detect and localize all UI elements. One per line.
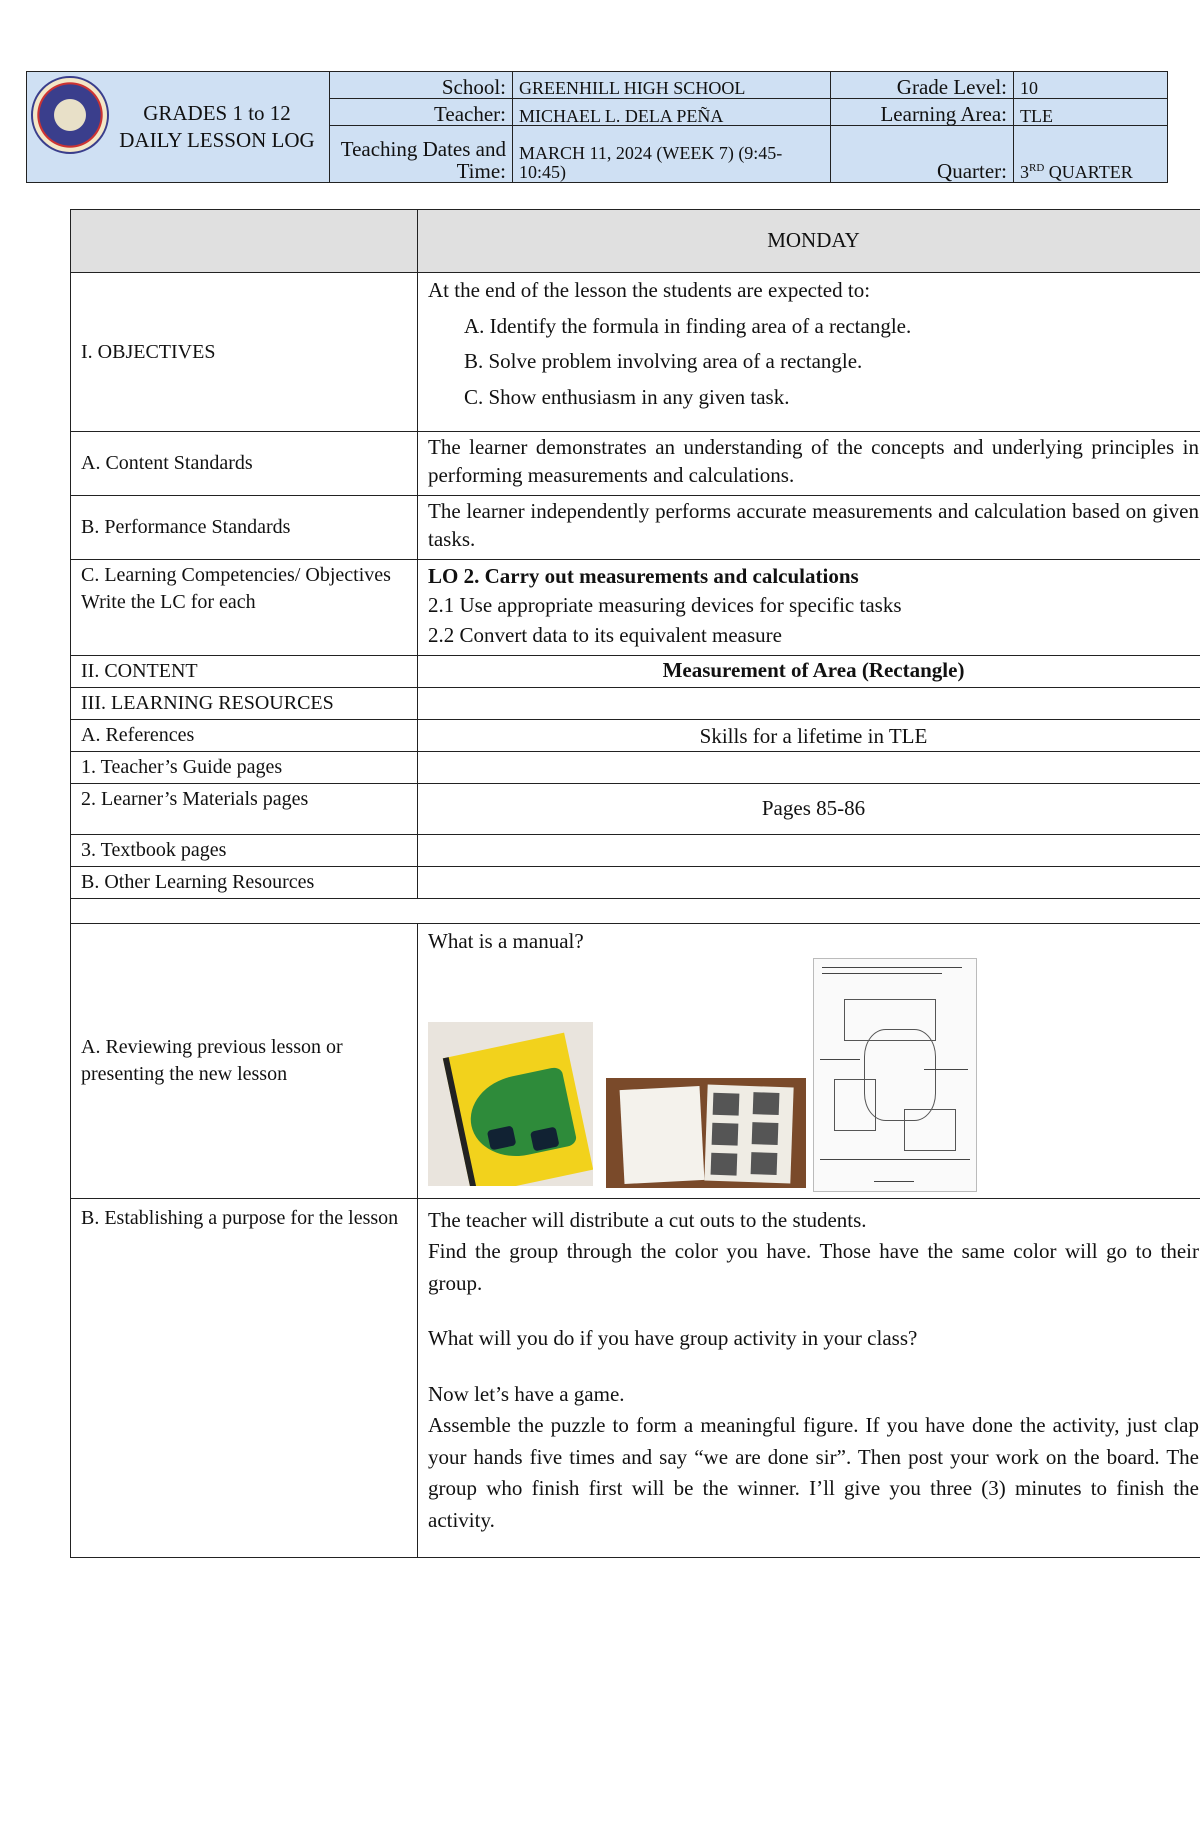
- objectives-label: I. OBJECTIVES: [71, 273, 418, 432]
- objectives-row: [71, 273, 1200, 432]
- open-manual-image: [606, 1078, 806, 1188]
- learning-resources-cell: [418, 688, 1200, 720]
- other-resources-row: [71, 867, 1200, 899]
- learners-materials-row: [71, 784, 1200, 835]
- manual-images: [428, 958, 1200, 1198]
- quarter-text: QUARTER: [1044, 162, 1133, 183]
- objectives-list: [428, 311, 1199, 414]
- quarter-label: Quarter:: [831, 126, 1014, 183]
- performance-standards-text: The learner independently performs accurate measurements and calculation based on given tasks.: [418, 496, 1200, 560]
- purpose-label: B. Establishing a purpose for the lesson: [71, 1198, 418, 1557]
- references-text: Skills for a lifetime in TLE: [418, 720, 1200, 752]
- objective-item: B. Solve problem involving area of a rectangle.: [464, 349, 863, 373]
- performance-standards-label: B. Performance Standards: [71, 496, 418, 560]
- grade-level-label: Grade Level:: [831, 72, 1014, 99]
- purpose-paragraph: Assemble the puzzle to form a meaningful figure. If you have done the activity, just clap your hands five times and say “we are done sir”. Then post your work on the board. The group who finish first will be the winner. I’ll give you three (3) minutes to finish the activity.: [428, 1413, 1199, 1532]
- teachers-guide-cell: [418, 752, 1200, 784]
- day-header: MONDAY: [418, 210, 1200, 273]
- lesson-log-table: [70, 209, 1200, 1558]
- teachers-guide-row: [71, 752, 1200, 784]
- objective-item: C. Show enthusiasm in any given task.: [464, 384, 790, 409]
- content-label: II. CONTENT: [71, 656, 418, 688]
- content-standards-row: [71, 432, 1200, 496]
- learning-area-value: TLE: [1014, 99, 1168, 126]
- teacher-label: Teacher:: [330, 99, 513, 126]
- blank-header-cell: [71, 210, 418, 273]
- header-table: [26, 71, 1168, 183]
- teachers-guide-label: 1. Teacher’s Guide pages: [71, 752, 418, 784]
- reviewing-cell: [418, 924, 1200, 1199]
- header-title-cell: [27, 72, 330, 183]
- purpose-paragraph: What will you do if you have group activity in your class?: [428, 1326, 918, 1350]
- objective-item: A. Identify the formula in finding area of a rectangle.: [464, 313, 912, 338]
- competencies-row: [71, 560, 1200, 656]
- purpose-paragraph: Now let’s have a game.: [428, 1381, 625, 1406]
- learning-resources-label: III. LEARNING RESOURCES: [71, 688, 418, 720]
- content-standards-text: The learner demonstrates an understanding of the concepts and underlying principles in performing measurements and calculations.: [418, 432, 1200, 496]
- reviewing-row: [71, 924, 1200, 1199]
- teaching-dates-label: Teaching Dates and Time:: [330, 126, 513, 183]
- manual-cover-image: [428, 1022, 593, 1186]
- blank-row: [71, 899, 1200, 924]
- grade-level-value: 10: [1014, 72, 1168, 99]
- learners-materials-label: 2. Learner’s Materials pages: [71, 784, 418, 835]
- purpose-cell: [418, 1198, 1200, 1557]
- teacher-value: MICHAEL L. DELA PEÑA: [513, 99, 831, 126]
- other-resources-cell: [418, 867, 1200, 899]
- competencies-label: C. Learning Competencies/ Objectives Write the LC for each: [71, 560, 418, 656]
- school-label: School:: [330, 72, 513, 99]
- school-value: GREENHILL HIGH SCHOOL: [513, 72, 831, 99]
- purpose-row: [71, 1198, 1200, 1557]
- manual-diagram-image: [813, 958, 977, 1192]
- reviewing-question: What is a manual?: [428, 929, 584, 953]
- references-row: [71, 720, 1200, 752]
- learning-outcome: LO 2. Carry out measurements and calculations: [428, 564, 859, 588]
- day-header-row: [71, 210, 1200, 273]
- quarter-number: 3: [1020, 162, 1029, 183]
- teaching-dates-value: MARCH 11, 2024 (WEEK 7) (9:45-10:45): [513, 126, 831, 183]
- other-resources-label: B. Other Learning Resources: [71, 867, 418, 899]
- header-title: GRADES 1 to 12 DAILY LESSON LOG: [119, 101, 315, 152]
- learning-resources-row: [71, 688, 1200, 720]
- references-label: A. References: [71, 720, 418, 752]
- blank-row-cell: [71, 899, 1200, 924]
- textbook-pages-cell: [418, 835, 1200, 867]
- textbook-pages-label: 3. Textbook pages: [71, 835, 418, 867]
- learning-area-label: Learning Area:: [831, 99, 1014, 126]
- textbook-pages-row: [71, 835, 1200, 867]
- learners-materials-text: Pages 85-86: [418, 784, 1200, 835]
- content-topic: Measurement of Area (Rectangle): [418, 656, 1200, 688]
- objectives-cell: [418, 273, 1200, 432]
- content-row: [71, 656, 1200, 688]
- purpose-paragraph: The teacher will distribute a cut outs to the students.: [428, 1207, 867, 1232]
- quarter-suffix: RD: [1029, 162, 1045, 175]
- competency-item: 2.2 Convert data to its equivalent measure: [428, 622, 782, 647]
- purpose-paragraph: Find the group through the color you have. Those have the same color will go to their group.: [428, 1239, 1199, 1295]
- competency-item: 2.1 Use appropriate measuring devices for specific tasks: [428, 593, 902, 618]
- quarter-value: [1014, 126, 1168, 183]
- deped-seal-logo: [31, 76, 109, 154]
- performance-standards-row: [71, 496, 1200, 560]
- reviewing-label: A. Reviewing previous lesson or presenting the new lesson: [71, 924, 418, 1199]
- competencies-cell: [418, 560, 1200, 656]
- content-standards-label: A. Content Standards: [71, 432, 418, 496]
- objectives-intro: At the end of the lesson the students are expected to:: [428, 278, 871, 302]
